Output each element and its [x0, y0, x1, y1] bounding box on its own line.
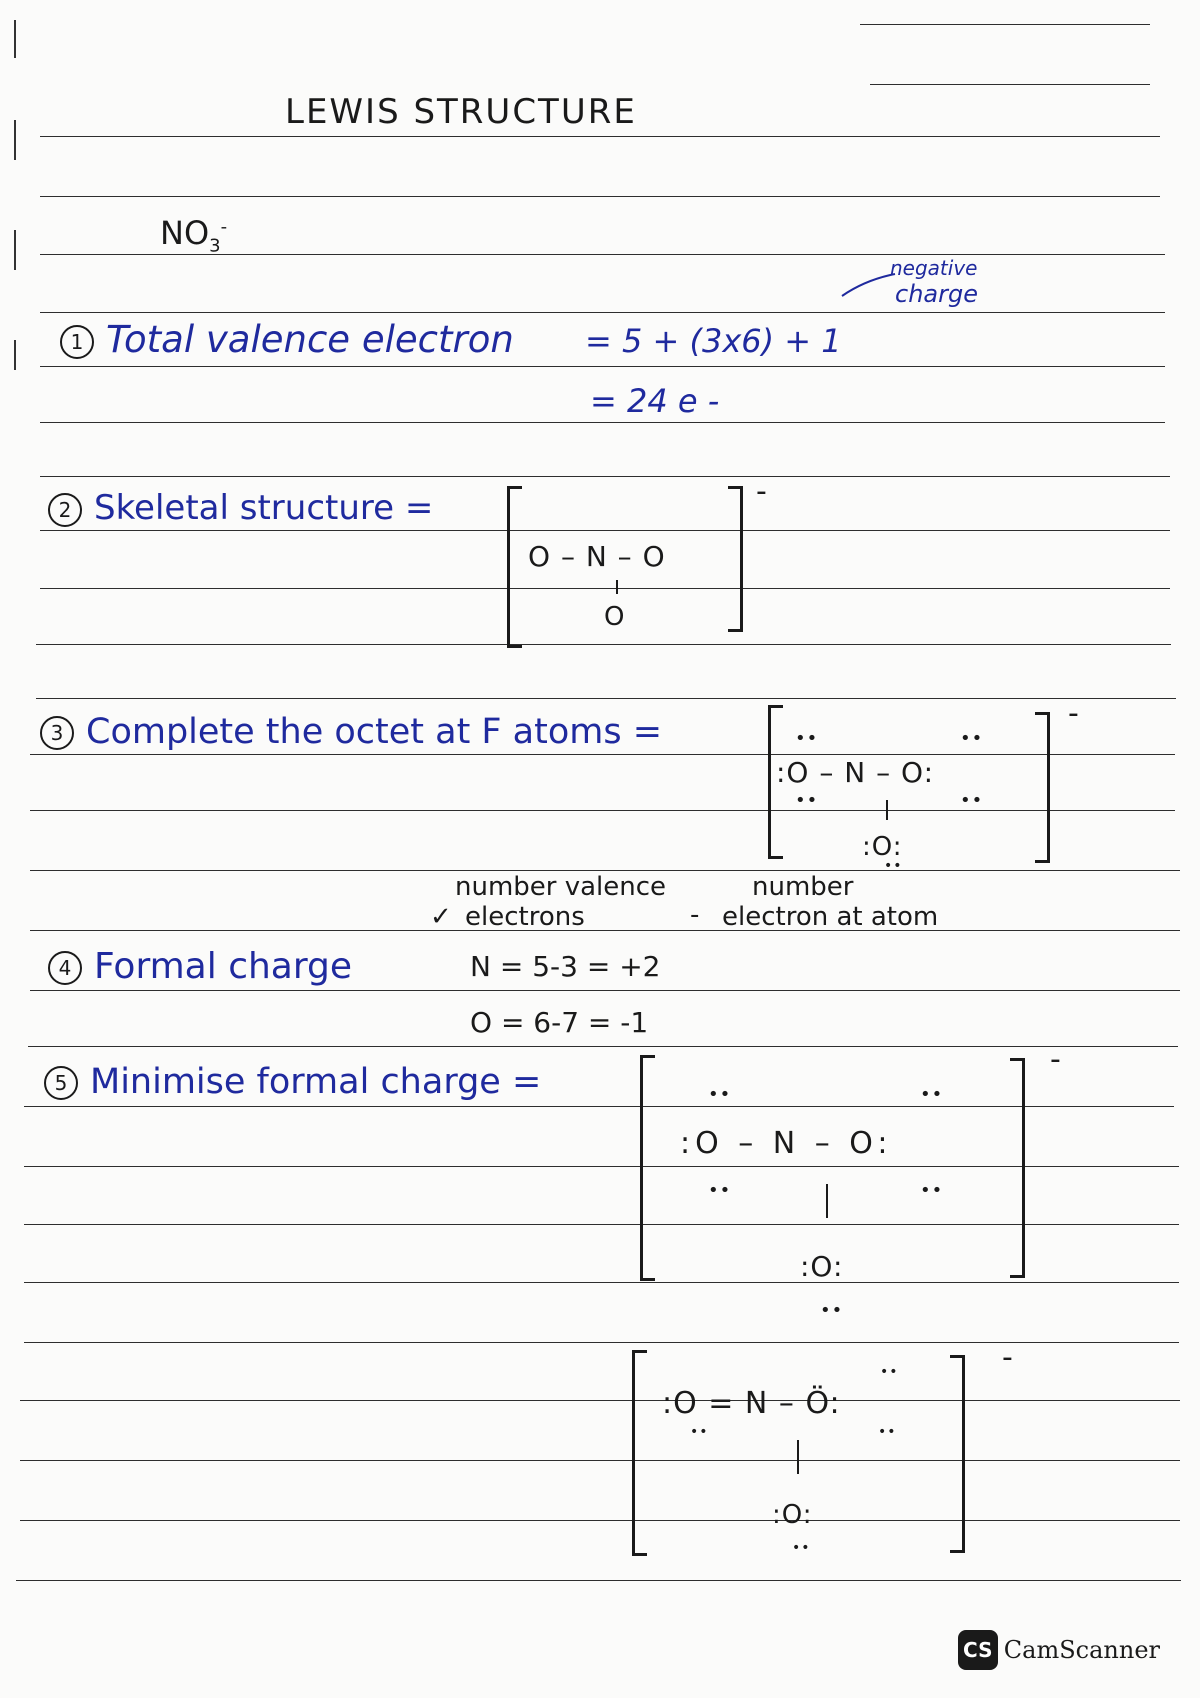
step-number: 5 — [44, 1066, 78, 1100]
lone-pair: •• — [878, 1424, 897, 1440]
bracket-left — [632, 1350, 647, 1556]
final-bottom-atom: :O: — [772, 1500, 813, 1530]
margin-mark — [14, 20, 16, 58]
step-number: 2 — [48, 493, 82, 527]
ruled-line — [30, 930, 1180, 931]
ruled-line — [40, 422, 1165, 423]
ion-charge: - — [1068, 696, 1079, 731]
step2-heading — [48, 488, 433, 528]
bracket-right — [950, 1355, 965, 1553]
step-number: 4 — [48, 951, 82, 985]
lone-pair: •• — [880, 1364, 899, 1380]
lone-pair: •• — [920, 1180, 944, 1201]
ruled-line — [40, 530, 1170, 531]
annotation-minus: - — [690, 900, 700, 930]
bracket-right — [1035, 712, 1050, 863]
formal-charge-o: O = 6-7 = -1 — [470, 1006, 649, 1039]
lone-pair: •• — [792, 1540, 811, 1556]
step2-bottom-atom: O — [604, 602, 626, 632]
ruled-line — [40, 312, 1165, 313]
ruled-line — [40, 366, 1165, 367]
step5-heading — [44, 1062, 541, 1102]
bond-vertical — [886, 800, 888, 820]
lone-pair: •• — [820, 1300, 844, 1321]
margin-mark — [14, 120, 16, 160]
formal-charge-n: N = 5-3 = +2 — [470, 950, 661, 983]
ruled-line — [20, 1460, 1180, 1461]
annotation-left-line2: electrons — [465, 902, 585, 932]
annotation-check: ✓ — [430, 902, 452, 932]
step3-heading — [40, 712, 662, 752]
step1-heading — [60, 318, 514, 361]
margin-mark — [14, 230, 16, 270]
step5-bottom-atom: :O: — [800, 1250, 844, 1283]
ruled-line — [30, 810, 1175, 811]
lone-pair: •• — [960, 790, 984, 811]
camscanner-text: CamScanner — [1003, 1636, 1160, 1664]
annotation-right-line2: electron at atom — [722, 902, 939, 932]
ruled-line — [24, 1166, 1179, 1167]
ruled-line — [20, 1520, 1180, 1521]
bracket-left — [640, 1055, 655, 1281]
step-number: 3 — [40, 716, 74, 750]
camscanner-logo-icon: CS — [958, 1630, 998, 1670]
page-title: LEWIS STRUCTURE — [285, 92, 637, 132]
ruled-line — [40, 476, 1170, 477]
lone-pair: •• — [960, 728, 984, 749]
formula-subscript: 3 — [209, 235, 221, 257]
ruled-line — [40, 588, 1170, 589]
annotation-right-line1: number — [752, 872, 854, 902]
step2-skeleton-row: O – N – O — [528, 540, 666, 573]
lone-pair: •• — [795, 728, 819, 749]
ruled-line — [16, 1580, 1181, 1581]
note-negative: negative — [890, 256, 978, 280]
step-number: 1 — [60, 325, 94, 359]
bracket-right — [1010, 1058, 1025, 1278]
formula-base: NO — [160, 214, 210, 252]
lone-pair: •• — [708, 1180, 732, 1201]
annotation-left-line1: number valence — [455, 872, 667, 902]
margin-mark — [14, 340, 16, 370]
step4-label: Formal charge — [94, 946, 353, 987]
step1-label: Total valence electron — [106, 318, 514, 361]
lone-pair: •• — [884, 858, 903, 874]
lone-pair: •• — [690, 1424, 709, 1440]
ion-charge: - — [756, 474, 767, 509]
bond-vertical — [826, 1184, 828, 1218]
bracket-left — [507, 486, 522, 648]
formula-superscript: - — [220, 216, 228, 238]
step4-heading — [48, 946, 352, 987]
ruled-line — [30, 754, 1175, 755]
ruled-line — [36, 644, 1171, 645]
ruled-line — [24, 1224, 1179, 1225]
ruled-line — [40, 196, 1160, 197]
camscanner-watermark — [958, 1630, 1160, 1670]
note-charge: charge — [895, 280, 978, 308]
step1-expr2: = 24 e - — [590, 382, 720, 420]
step1-expr1: = 5 + (3x6) + 1 — [585, 322, 842, 360]
step3-label: Complete the octet at F atoms = — [86, 712, 663, 752]
ruled-line — [24, 1106, 1174, 1107]
lone-pair: •• — [795, 790, 819, 811]
final-row: :O = N – Ö: — [662, 1386, 841, 1421]
ruled-line — [24, 1282, 1179, 1283]
ruled-line — [860, 24, 1150, 25]
ruled-line — [870, 84, 1150, 85]
step5-row: :O – N – O: — [680, 1126, 893, 1161]
bond-vertical — [797, 1440, 799, 1474]
bond-vertical — [616, 580, 618, 594]
lone-pair: •• — [708, 1084, 732, 1105]
formula — [160, 214, 227, 256]
step3-bottom-atom: :O: — [862, 832, 903, 862]
ruled-line — [30, 870, 1180, 871]
lone-pair: •• — [920, 1084, 944, 1105]
step5-label: Minimise formal charge = — [90, 1062, 542, 1102]
ion-charge: - — [1002, 1340, 1013, 1375]
ruled-line — [30, 990, 1180, 991]
step2-label: Skeletal structure = — [94, 488, 434, 528]
ion-charge: - — [1050, 1042, 1061, 1077]
bracket-right — [728, 486, 743, 632]
ruled-line — [40, 136, 1160, 137]
step3-row: :O – N – O: — [776, 756, 934, 789]
ruled-line — [36, 698, 1176, 699]
ruled-line — [28, 1046, 1178, 1047]
ruled-line — [20, 1400, 1180, 1401]
